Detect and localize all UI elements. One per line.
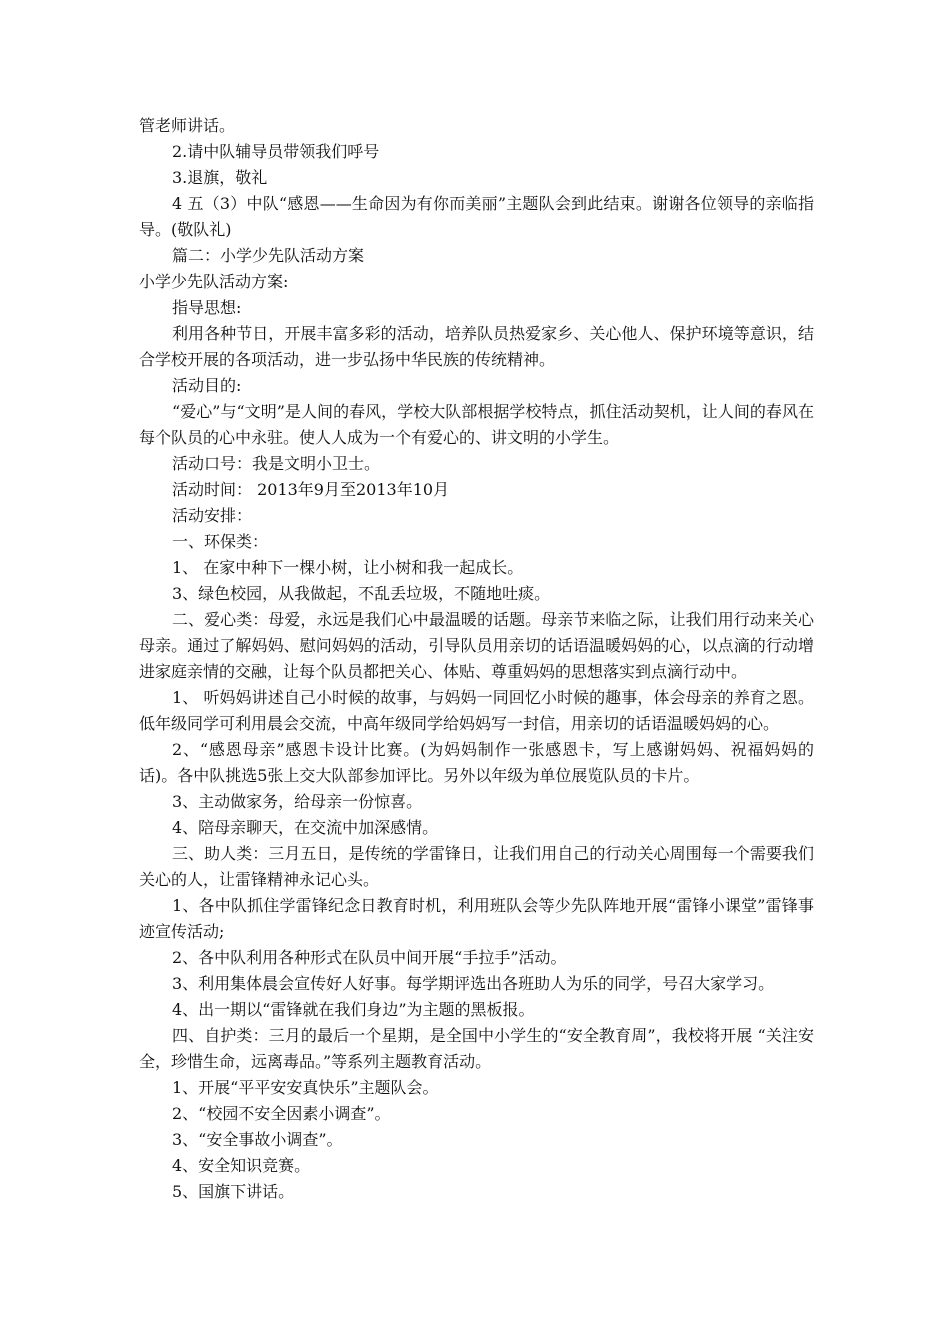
paragraph: 三、助人类：三月五日，是传统的学雷锋日，让我们用自己的行动关心周围每一个需要我们关心的人，让雷锋精神永记心头。 bbox=[139, 844, 814, 889]
list-item: 4、陪母亲聊天，在交流中加深感情。 bbox=[172, 818, 439, 837]
section-heading: 篇二：小学少先队活动方案 bbox=[172, 246, 365, 265]
paragraph: 2.请中队辅导员带领我们呼号 bbox=[172, 142, 380, 161]
paragraph: 管老师讲话。 bbox=[139, 116, 236, 135]
document-body bbox=[139, 113, 814, 1205]
list-item: 2、“校园不安全因素小调查”。 bbox=[172, 1104, 391, 1123]
list-item: 4、出一期以“雷锋就在我们身边”为主题的黑板报。 bbox=[172, 1000, 535, 1019]
subheading: 活动目的: bbox=[172, 376, 242, 395]
list-item: 3、利用集体晨会宣传好人好事。每学期评选出各班助人为乐的同学，号召大家学习。 bbox=[172, 974, 775, 993]
paragraph: “爱心”与“文明”是人间的春风，学校大队部根据学校特点，抓住活动契机，让人间的春风在每个队员的心中永驻。使人人成为一个有爱心的、讲文明的小学生。 bbox=[139, 402, 814, 447]
paragraph: 利用各种节日，开展丰富多彩的活动，培养队员热爱家乡、关心他人、保护环境等意识，结合学校开展的各项活动，进一步弘扬中华民族的传统精神。 bbox=[139, 324, 814, 369]
paragraph: 活动口号：我是文明小卫士。 bbox=[172, 454, 381, 473]
list-item: 1、 听妈妈讲述自己小时候的故事，与妈妈一同回忆小时候的趣事，体会母亲的养育之恩。低年级同学可利用晨会交流，中高年级同学给妈妈写一封信，用亲切的话语温暖妈妈的心。 bbox=[139, 688, 814, 733]
paragraph: 4 五（3）中队“感恩——生命因为有你而美丽”主题队会到此结束。谢谢各位领导的亲临指导。(敬队礼) bbox=[139, 194, 814, 239]
paragraph: 二、爱心类：母爱，永远是我们心中最温暖的话题。母亲节来临之际，让我们用行动来关心母亲。通过了解妈妈、慰问妈妈的活动，引导队员用亲切的话语温暖妈妈的心，以点滴的行动增进家庭亲情的交融，让每个队员都把关心、体贴、尊重妈妈的思想落实到点滴行动中。 bbox=[139, 610, 814, 681]
list-item: 3、绿色校园，从我做起，不乱丢垃圾，不随地吐痰。 bbox=[172, 584, 551, 603]
list-item: 1、各中队抓住学雷锋纪念日教育时机，利用班队会等少先队阵地开展“雷锋小课堂”雷锋事迹宣传活动; bbox=[139, 896, 814, 941]
paragraph: 四、自护类：三月的最后一个星期，是全国中小学生的“安全教育周”，我校将开展 “关注安全，珍惜生命，远离毒品。”等系列主题教育活动。 bbox=[139, 1026, 814, 1071]
paragraph: 活动时间： 2013年9月至2013年10月 bbox=[172, 480, 450, 499]
list-item: 2、“感恩母亲”感恩卡设计比赛。(为妈妈制作一张感恩卡，写上感谢妈妈、祝福妈妈的话)。各中队挑选5张上交大队部参加评比。另外以年级为单位展览队员的卡片。 bbox=[139, 740, 814, 785]
list-item: 3、“安全事故小调查”。 bbox=[172, 1130, 343, 1149]
subheading: 指导思想: bbox=[172, 298, 242, 317]
list-item: 4、安全知识竞赛。 bbox=[172, 1156, 311, 1175]
list-item: 1、 在家中种下一棵小树，让小树和我一起成长。 bbox=[172, 558, 524, 577]
list-item: 1、开展“平平安安真快乐”主题队会。 bbox=[172, 1078, 439, 1097]
paragraph: 3.退旗，敬礼 bbox=[172, 168, 268, 187]
list-item: 2、各中队利用各种形式在队员中间开展“手拉手”活动。 bbox=[172, 948, 567, 967]
list-item: 5、国旗下讲话。 bbox=[172, 1182, 295, 1201]
subheading: 一、环保类： bbox=[172, 532, 269, 551]
list-item: 3、主动做家务，给母亲一份惊喜。 bbox=[172, 792, 423, 811]
subheading: 活动安排： bbox=[172, 506, 253, 525]
document-title: 小学少先队活动方案: bbox=[139, 272, 289, 291]
